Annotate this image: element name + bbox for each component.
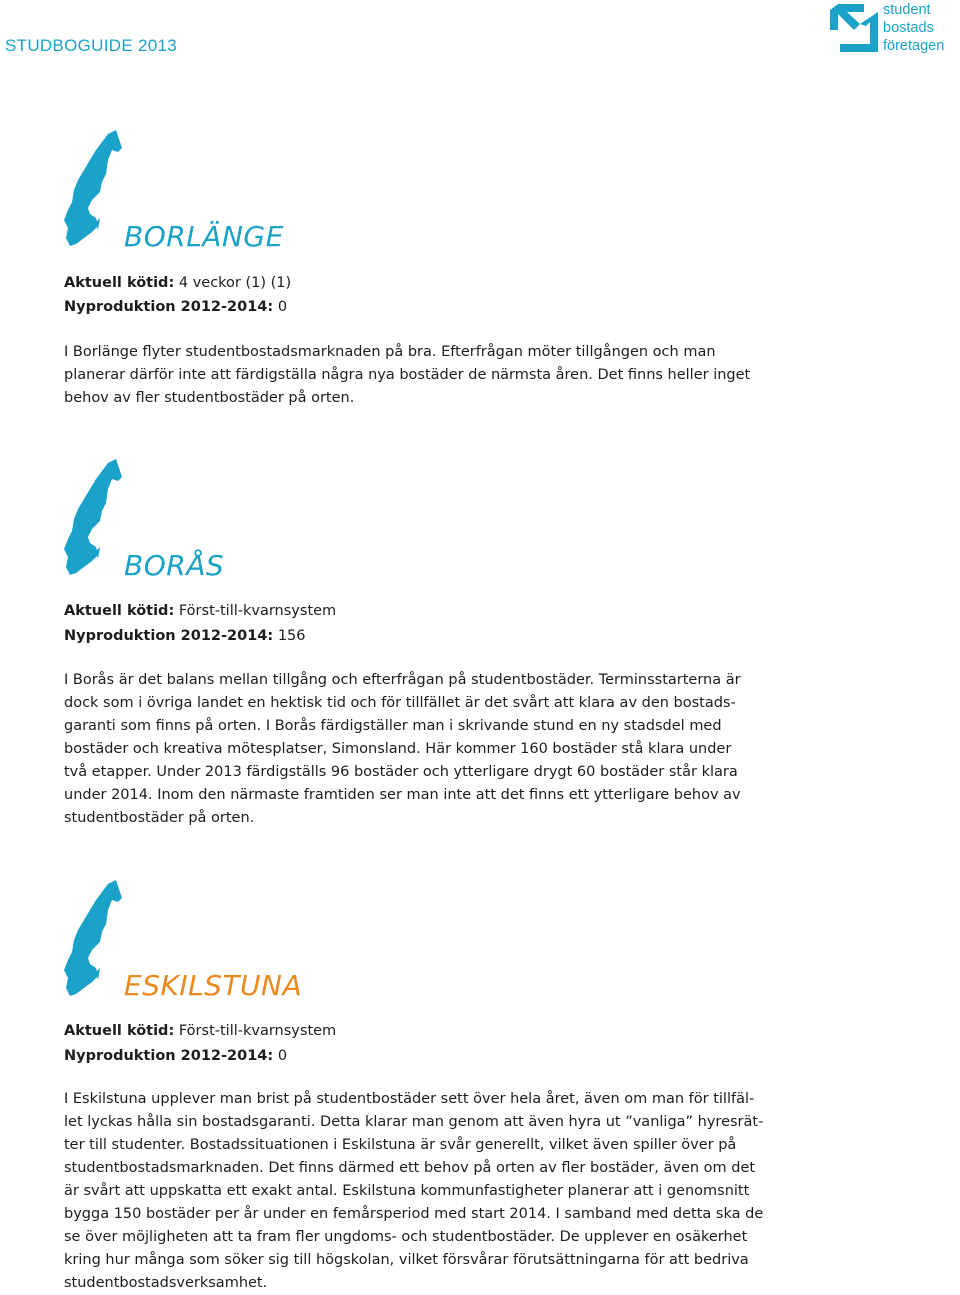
logo-arrow-icon [830,4,878,52]
city-title: ESKILSTUNA [124,969,303,1002]
description-line: kring hur många som söker sig till högskolan, vilket försvårar förutsättningarna för att bedriva [64,1252,749,1268]
new-production [64,297,287,317]
new-production-label: Nyproduktion 2012-2014: [64,628,274,644]
sweden-map-icon [62,457,126,579]
description-line: bygga 150 bostäder per år under en femårsperiod med start 2014. I samband med detta ska de [64,1206,764,1222]
description-line: let lyckas hålla sin bostadsgaranti. Detta klarar man genom att även hyra ut ”vanliga” hyresrät- [64,1114,764,1130]
new-production-label: Nyproduktion 2012-2014: [64,1048,274,1064]
description-line: behov av fler studentbostäder på orten. [64,390,355,406]
description-line: garanti som finns på orten. I Borås färdigställer man i skrivande stund en ny stadsdel med [64,718,722,734]
description-line: I Eskilstuna upplever man brist på studentbostäder sett över hela året, även om man för tillfäl- [64,1091,755,1107]
new-production [64,1046,287,1066]
queue-time-label: Aktuell kötid: [64,603,175,619]
description-line: I Borlänge flyter studentbostadsmarknaden på bra. Efterfrågan möter tillgången och man [64,344,716,360]
description-line: ter till studenter. Bostadssituationen i Eskilstuna är svår generellt, vilket även spiller över på [64,1137,737,1153]
queue-time [64,273,291,293]
new-production-value: 156 [277,628,306,644]
city-title: BORÅS [124,549,225,582]
description-line: I Borås är det balans mellan tillgång och efterfrågan på studentbostäder. Terminsstarterna är [64,672,741,688]
sweden-map-icon [62,878,126,1000]
new-production-value: 0 [277,299,288,315]
description-line: två etapper. Under 2013 färdigställs 96 bostäder och ytterligare drygt 60 bostäder står klara [64,764,738,780]
page-header-title: STUDBOGUIDE 2013 [5,36,178,55]
queue-time [64,1021,336,1041]
logo-line: företagen [883,38,945,54]
description-line: se över möjligheten att ta fram fler ungdoms- och studentbostäder. De upplever en osäkerhet [64,1229,748,1245]
logo [830,2,960,54]
logo-text [883,1,944,55]
description-line: bostäder och kreativa mötesplatser, Simonsland. Här kommer 160 bostäder stå klara under [64,741,732,757]
queue-time-value: Först-till-kvarnsystem [178,603,337,619]
description-line: studentbostäder på orten. [64,810,255,826]
city-description [64,669,754,830]
new-production [64,626,306,646]
new-production-value: 0 [277,1048,288,1064]
description-line: studentbostadsverksamhet. [64,1275,268,1291]
queue-time-label: Aktuell kötid: [64,1023,175,1039]
description-line: studentbostadsmarknaden. Det finns därmed ett behov på orten av fler bostäder, även om det [64,1160,756,1176]
city-title: BORLÄNGE [124,220,284,253]
logo-line: student [883,2,931,18]
description-line: planerar därför inte att färdigställa några nya bostäder de närmsta åren. Det finns heller inget [64,367,751,383]
city-description [64,1088,764,1295]
queue-time-value: 4 veckor (1) (1) [178,275,292,291]
description-line: under 2014. Inom den närmaste framtiden ser man inte att det finns ett ytterligare behov av [64,787,741,803]
sweden-map-icon [62,128,126,250]
queue-time [64,601,336,621]
new-production-label: Nyproduktion 2012-2014: [64,299,274,315]
city-description [64,341,754,410]
queue-time-value: Först-till-kvarnsystem [178,1023,337,1039]
description-line: är svårt att uppskatta ett exakt antal. Eskilstuna kommunfastigheter planerar att i genomsnitt [64,1183,750,1199]
logo-line: bostads [883,20,934,36]
description-line: dock som i övriga landet en hektisk tid och för tillfället är det svårt att klara av den bostads- [64,695,736,711]
queue-time-label: Aktuell kötid: [64,275,175,291]
